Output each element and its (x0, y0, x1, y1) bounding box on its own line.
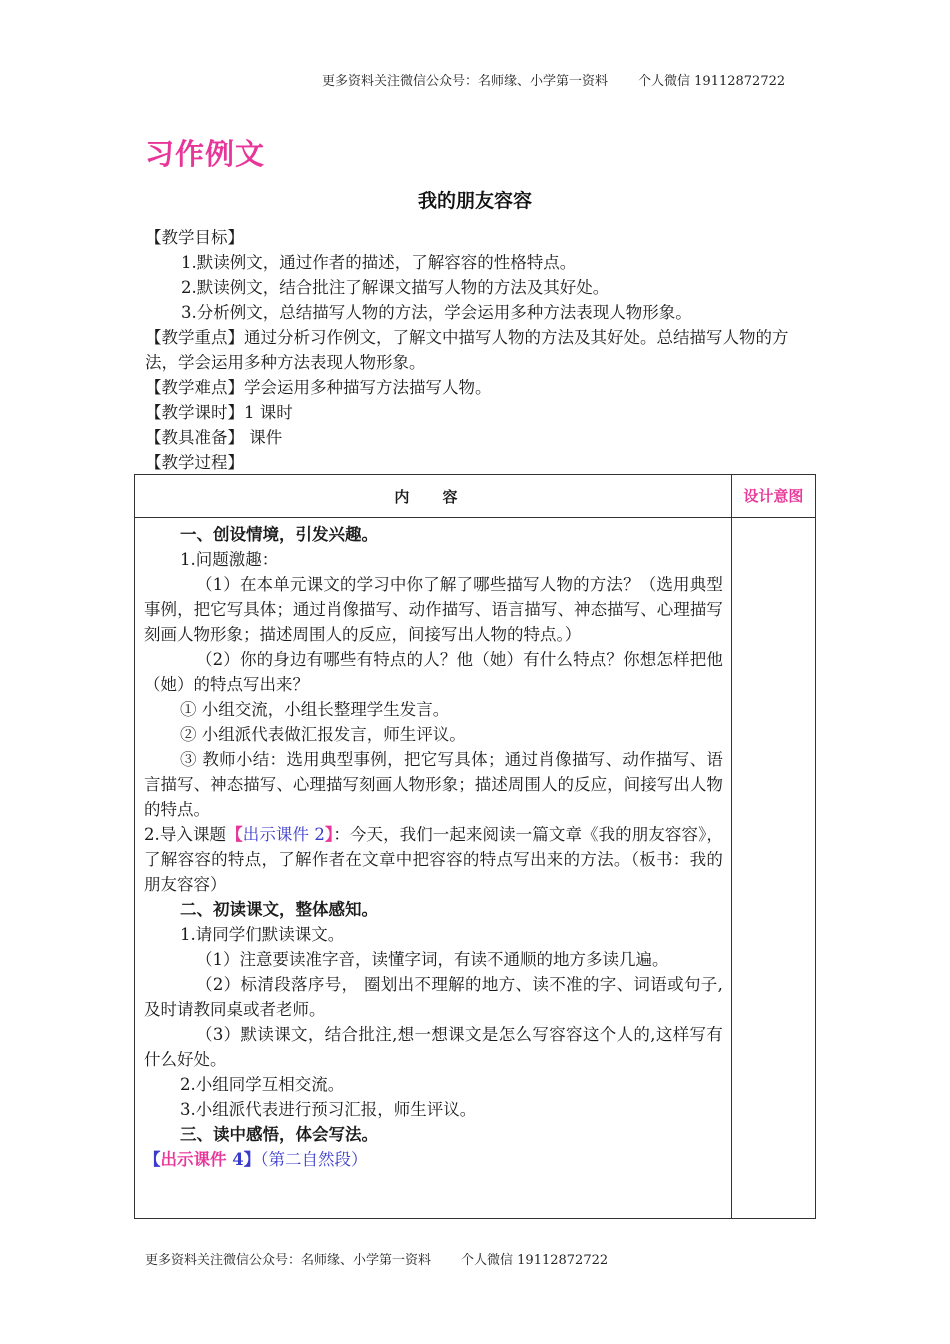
header-design-intent: 设计意图 (731, 475, 815, 518)
page-footer-note (145, 1249, 608, 1268)
header-wechat-note: 更多资料关注微信公众号：名师缘、小学第一资料 (322, 74, 609, 89)
courseware-bracket-close: 】 (243, 1150, 261, 1169)
circled-item: ③ 教师小结：选用典型事例，把它写具体；通过肖像描写、动作描写、语言描写、神态描写、心理描写刻画人物形象；描述周围人的反应，间接写出人物的特点。 (144, 750, 723, 819)
step-item (144, 822, 723, 897)
teaching-focus: 【教学重点】通过分析习作例文，了解文中描写人物的方法及其好处。总结描写人物的方法，学会运用多种方法表现人物形象。 (145, 328, 789, 372)
courseware-line (144, 1147, 723, 1172)
step-item: 2.小组同学互相交流。 (180, 1075, 345, 1094)
courseware-bracket-open: 【 (226, 825, 243, 844)
step-heading: 三、读中感悟，体会写法。 (180, 1125, 378, 1144)
teaching-tools: 【教具准备】 课件 (145, 428, 283, 447)
question: （2）你的身边有哪些有特点的人？他（她）有什么特点？你想怎样把他（她）的特点写出来？ (144, 650, 723, 694)
question: （2）标清段落序号， 圈划出不理解的地方、读不准的字、词语或句子,及时请教同桌或者老师。 (144, 975, 723, 1019)
step-item: 1.问题激趣： (180, 550, 279, 569)
step-item: 1.请同学们默读课文。 (180, 925, 345, 944)
document-title: 我的朋友容容 (417, 190, 532, 212)
circled-item: ② 小组派代表做汇报发言，师生评议。 (180, 725, 466, 744)
process-table (134, 474, 816, 1219)
goal-label: 【教学目标】 (145, 228, 244, 247)
courseware-bracket-open: 【 (144, 1150, 161, 1169)
goal-item: 3.分析例文，总结描写人物的方法，学会运用多种方法表现人物形象。 (181, 303, 692, 322)
header-content: 内 容 (135, 475, 732, 518)
teaching-hours: 【教学课时】1 课时 (145, 403, 293, 422)
design-intent-cell (731, 518, 815, 1219)
header-personal-wechat: 个人微信 19112872722 (638, 74, 786, 89)
courseware-reference: 出示课件 (160, 1150, 233, 1169)
question: （1）在本单元课文的学习中你了解了哪些描写人物的方法？（选用典型事例，把它写具体；通过肖像描写、动作描写、语言描写、神态描写、心理描写刻画人物形象；描述周围人的反应，间接写出人物的特点。） (144, 575, 723, 644)
footer-wechat-note: 更多资料关注微信公众号：名师缘、小学第一资料 (145, 1253, 432, 1268)
courseware-number: 4 (232, 1150, 244, 1169)
step-item-text: ：今天，我们一起来阅读一篇文章《我的朋友容容》，了解容容的特点，了解作者在文章中把容容的特点写出来的方法。（板书：我的朋友容容） (144, 825, 723, 894)
circled-item: ① 小组交流，小组长整理学生发言。 (180, 700, 450, 719)
goal-item: 2.默读例文，结合批注了解课文描写人物的方法及其好处。 (181, 278, 610, 297)
courseware-bracket-close: 】 (324, 825, 334, 844)
goal-item: 1.默读例文，通过作者的描述，了解容容的性格特点。 (181, 253, 577, 272)
paragraph-note: （第二自然段） (260, 1150, 368, 1169)
teaching-process-label: 【教学过程】 (145, 453, 244, 472)
content-cell (135, 518, 732, 1219)
question: （3）默读课文，结合批注,想一想课文是怎么写容容这个人的,这样写有什么好处。 (144, 1025, 723, 1069)
courseware-reference: 出示课件 2 (242, 825, 325, 844)
teaching-difficulty: 【教学难点】学会运用多种描写方法描写人物。 (145, 378, 492, 397)
lesson-meta (145, 225, 815, 475)
step-heading: 一、创设情境，引发兴趣。 (180, 525, 378, 544)
footer-personal-wechat: 个人微信 19112872722 (461, 1253, 609, 1268)
step-item: 3.小组派代表进行预习汇报，师生评议。 (180, 1100, 477, 1119)
section-title: 习作例文 (145, 137, 266, 171)
page-header-note (322, 70, 785, 89)
table-body-row (135, 518, 816, 1219)
step-heading: 二、初读课文，整体感知。 (180, 900, 378, 919)
table-header-row (135, 475, 816, 518)
step-item-prefix: 2.导入课题 (144, 825, 227, 844)
question: （1）注意要读准字音，读懂字词，有读不通顺的地方多读几遍。 (196, 950, 669, 969)
